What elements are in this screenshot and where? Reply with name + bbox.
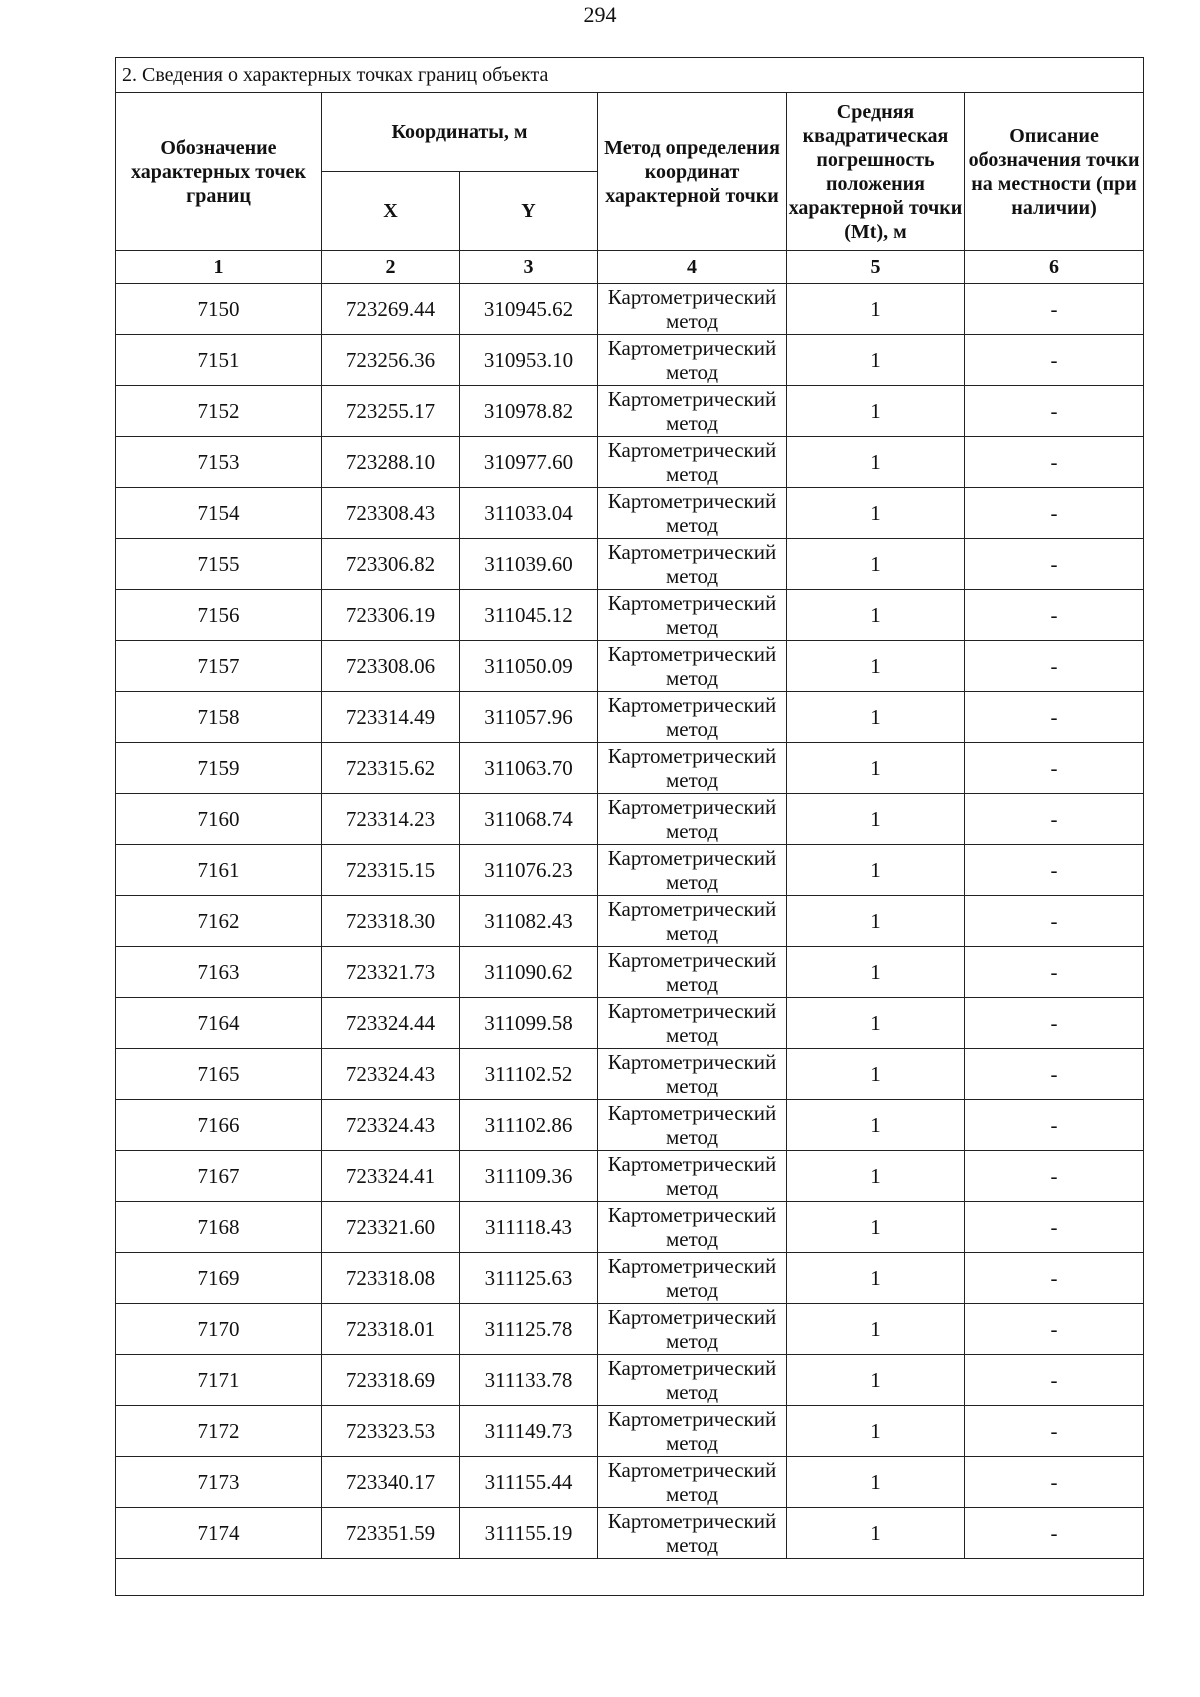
method-cell: Картометрический метод [598, 488, 787, 539]
mean-square-error-cell: 1 [787, 1049, 965, 1100]
point-description-cell: - [965, 539, 1144, 590]
mean-square-error-cell: 1 [787, 641, 965, 692]
header-coordinates: Координаты, м [322, 93, 598, 172]
method-cell: Картометрический метод [598, 284, 787, 335]
x-coordinate-cell: 723323.53 [322, 1406, 460, 1457]
mean-square-error-cell: 1 [787, 1457, 965, 1508]
point-id-cell: 7158 [116, 692, 322, 743]
point-id-cell: 7157 [116, 641, 322, 692]
x-coordinate-cell: 723306.19 [322, 590, 460, 641]
mean-square-error-cell: 1 [787, 692, 965, 743]
point-description-cell: - [965, 1304, 1144, 1355]
mean-square-error-cell: 1 [787, 896, 965, 947]
method-cell: Картометрический метод [598, 335, 787, 386]
y-coordinate-cell: 310945.62 [460, 284, 598, 335]
mean-square-error-cell: 1 [787, 743, 965, 794]
x-coordinate-cell: 723351.59 [322, 1508, 460, 1559]
mean-square-error-cell: 1 [787, 1406, 965, 1457]
x-coordinate-cell: 723318.01 [322, 1304, 460, 1355]
x-coordinate-cell: 723306.82 [322, 539, 460, 590]
table-row [116, 692, 1144, 743]
point-description-cell: - [965, 1151, 1144, 1202]
x-coordinate-cell: 723308.43 [322, 488, 460, 539]
y-coordinate-cell: 311090.62 [460, 947, 598, 998]
section-title: 2. Сведения о характерных точках границ объекта [116, 58, 1144, 93]
point-description-cell: - [965, 1406, 1144, 1457]
empty-footer-cell [116, 1559, 1144, 1596]
method-cell: Картометрический метод [598, 947, 787, 998]
y-coordinate-cell: 310978.82 [460, 386, 598, 437]
method-cell: Картометрический метод [598, 998, 787, 1049]
y-coordinate-cell: 311099.58 [460, 998, 598, 1049]
point-description-cell: - [965, 1508, 1144, 1559]
column-number: 1 [116, 251, 322, 284]
table-row [116, 284, 1144, 335]
y-coordinate-cell: 311063.70 [460, 743, 598, 794]
mean-square-error-cell: 1 [787, 1151, 965, 1202]
table-row [116, 845, 1144, 896]
mean-square-error-cell: 1 [787, 488, 965, 539]
point-description-cell: - [965, 1202, 1144, 1253]
mean-square-error-cell: 1 [787, 437, 965, 488]
method-cell: Картометрический метод [598, 1406, 787, 1457]
column-number: 5 [787, 251, 965, 284]
mean-square-error-cell: 1 [787, 1202, 965, 1253]
header-x: X [322, 172, 460, 251]
point-id-cell: 7163 [116, 947, 322, 998]
method-cell: Картометрический метод [598, 743, 787, 794]
y-coordinate-cell: 310953.10 [460, 335, 598, 386]
header-row [116, 93, 1144, 172]
method-cell: Картометрический метод [598, 437, 787, 488]
method-cell: Картометрический метод [598, 1355, 787, 1406]
point-description-cell: - [965, 1457, 1144, 1508]
table-row [116, 437, 1144, 488]
method-cell: Картометрический метод [598, 641, 787, 692]
point-description-cell: - [965, 641, 1144, 692]
x-coordinate-cell: 723318.69 [322, 1355, 460, 1406]
y-coordinate-cell: 311155.44 [460, 1457, 598, 1508]
x-coordinate-cell: 723314.49 [322, 692, 460, 743]
x-coordinate-cell: 723324.41 [322, 1151, 460, 1202]
y-coordinate-cell: 311133.78 [460, 1355, 598, 1406]
section-title-row [116, 58, 1144, 93]
point-id-cell: 7152 [116, 386, 322, 437]
point-description-cell: - [965, 1100, 1144, 1151]
x-coordinate-cell: 723324.43 [322, 1049, 460, 1100]
point-id-cell: 7170 [116, 1304, 322, 1355]
mean-square-error-cell: 1 [787, 1100, 965, 1151]
method-cell: Картометрический метод [598, 1151, 787, 1202]
table-row [116, 1100, 1144, 1151]
point-id-cell: 7162 [116, 896, 322, 947]
method-cell: Картометрический метод [598, 386, 787, 437]
y-coordinate-cell: 311033.04 [460, 488, 598, 539]
y-coordinate-cell: 311045.12 [460, 590, 598, 641]
table-row [116, 998, 1144, 1049]
point-id-cell: 7169 [116, 1253, 322, 1304]
point-description-cell: - [965, 386, 1144, 437]
method-cell: Картометрический метод [598, 1457, 787, 1508]
point-id-cell: 7168 [116, 1202, 322, 1253]
header-method: Метод определения координат характерной точки [598, 93, 787, 251]
method-cell: Картометрический метод [598, 1253, 787, 1304]
column-number: 2 [322, 251, 460, 284]
boundary-points-table [115, 57, 1144, 1596]
column-number: 3 [460, 251, 598, 284]
mean-square-error-cell: 1 [787, 1355, 965, 1406]
table-row [116, 1355, 1144, 1406]
column-number-row [116, 251, 1144, 284]
mean-square-error-cell: 1 [787, 794, 965, 845]
x-coordinate-cell: 723318.30 [322, 896, 460, 947]
y-coordinate-cell: 311109.36 [460, 1151, 598, 1202]
table-row [116, 488, 1144, 539]
point-id-cell: 7165 [116, 1049, 322, 1100]
point-description-cell: - [965, 1253, 1144, 1304]
x-coordinate-cell: 723288.10 [322, 437, 460, 488]
mean-square-error-cell: 1 [787, 539, 965, 590]
x-coordinate-cell: 723321.60 [322, 1202, 460, 1253]
table-row [116, 1202, 1144, 1253]
table-row [116, 1508, 1144, 1559]
mean-square-error-cell: 1 [787, 386, 965, 437]
mean-square-error-cell: 1 [787, 335, 965, 386]
table-row [116, 896, 1144, 947]
x-coordinate-cell: 723324.44 [322, 998, 460, 1049]
y-coordinate-cell: 311050.09 [460, 641, 598, 692]
point-id-cell: 7150 [116, 284, 322, 335]
method-cell: Картометрический метод [598, 692, 787, 743]
point-id-cell: 7151 [116, 335, 322, 386]
header-point-description: Описание обозначения точки на местности (при наличии) [965, 93, 1144, 251]
x-coordinate-cell: 723255.17 [322, 386, 460, 437]
header-mean-square-error: Средняя квадратическая погрешность положения характерной точки (Mt), м [787, 93, 965, 251]
point-id-cell: 7155 [116, 539, 322, 590]
y-coordinate-cell: 311118.43 [460, 1202, 598, 1253]
method-cell: Картометрический метод [598, 1202, 787, 1253]
point-id-cell: 7164 [116, 998, 322, 1049]
method-cell: Картометрический метод [598, 1508, 787, 1559]
point-id-cell: 7156 [116, 590, 322, 641]
x-coordinate-cell: 723321.73 [322, 947, 460, 998]
point-description-cell: - [965, 845, 1144, 896]
mean-square-error-cell: 1 [787, 590, 965, 641]
y-coordinate-cell: 311039.60 [460, 539, 598, 590]
x-coordinate-cell: 723324.43 [322, 1100, 460, 1151]
x-coordinate-cell: 723315.15 [322, 845, 460, 896]
method-cell: Картометрический метод [598, 539, 787, 590]
column-number: 4 [598, 251, 787, 284]
x-coordinate-cell: 723318.08 [322, 1253, 460, 1304]
mean-square-error-cell: 1 [787, 284, 965, 335]
method-cell: Картометрический метод [598, 794, 787, 845]
table-row [116, 335, 1144, 386]
method-cell: Картометрический метод [598, 1100, 787, 1151]
x-coordinate-cell: 723315.62 [322, 743, 460, 794]
table-row [116, 1406, 1144, 1457]
method-cell: Картометрический метод [598, 590, 787, 641]
y-coordinate-cell: 311076.23 [460, 845, 598, 896]
point-description-cell: - [965, 998, 1144, 1049]
point-description-cell: - [965, 335, 1144, 386]
mean-square-error-cell: 1 [787, 1508, 965, 1559]
point-id-cell: 7167 [116, 1151, 322, 1202]
mean-square-error-cell: 1 [787, 947, 965, 998]
point-id-cell: 7173 [116, 1457, 322, 1508]
point-id-cell: 7166 [116, 1100, 322, 1151]
point-id-cell: 7154 [116, 488, 322, 539]
column-number: 6 [965, 251, 1144, 284]
mean-square-error-cell: 1 [787, 1304, 965, 1355]
point-id-cell: 7171 [116, 1355, 322, 1406]
table-row [116, 539, 1144, 590]
point-description-cell: - [965, 1355, 1144, 1406]
y-coordinate-cell: 311057.96 [460, 692, 598, 743]
y-coordinate-cell: 311082.43 [460, 896, 598, 947]
point-description-cell: - [965, 743, 1144, 794]
table-row [116, 794, 1144, 845]
mean-square-error-cell: 1 [787, 845, 965, 896]
x-coordinate-cell: 723256.36 [322, 335, 460, 386]
y-coordinate-cell: 311125.78 [460, 1304, 598, 1355]
empty-footer-row [116, 1559, 1144, 1596]
y-coordinate-cell: 311155.19 [460, 1508, 598, 1559]
method-cell: Картометрический метод [598, 1304, 787, 1355]
table-row [116, 1049, 1144, 1100]
table-row [116, 1304, 1144, 1355]
point-id-cell: 7153 [116, 437, 322, 488]
point-description-cell: - [965, 794, 1144, 845]
point-description-cell: - [965, 284, 1144, 335]
x-coordinate-cell: 723340.17 [322, 1457, 460, 1508]
point-id-cell: 7172 [116, 1406, 322, 1457]
table-row [116, 1151, 1144, 1202]
point-description-cell: - [965, 437, 1144, 488]
point-id-cell: 7159 [116, 743, 322, 794]
table-row [116, 1457, 1144, 1508]
table-row [116, 743, 1144, 794]
point-description-cell: - [965, 488, 1144, 539]
method-cell: Картометрический метод [598, 896, 787, 947]
point-description-cell: - [965, 896, 1144, 947]
y-coordinate-cell: 311149.73 [460, 1406, 598, 1457]
header-point-designation: Обозначение характерных точек границ [116, 93, 322, 251]
point-id-cell: 7160 [116, 794, 322, 845]
table-row [116, 1253, 1144, 1304]
method-cell: Картометрический метод [598, 845, 787, 896]
x-coordinate-cell: 723308.06 [322, 641, 460, 692]
table-row [116, 641, 1144, 692]
page-number: 294 [583, 2, 617, 27]
table-row [116, 947, 1144, 998]
y-coordinate-cell: 311102.52 [460, 1049, 598, 1100]
y-coordinate-cell: 310977.60 [460, 437, 598, 488]
header-y: Y [460, 172, 598, 251]
y-coordinate-cell: 311125.63 [460, 1253, 598, 1304]
mean-square-error-cell: 1 [787, 998, 965, 1049]
point-id-cell: 7174 [116, 1508, 322, 1559]
point-description-cell: - [965, 1049, 1144, 1100]
table-row [116, 386, 1144, 437]
point-description-cell: - [965, 590, 1144, 641]
point-id-cell: 7161 [116, 845, 322, 896]
x-coordinate-cell: 723314.23 [322, 794, 460, 845]
y-coordinate-cell: 311102.86 [460, 1100, 598, 1151]
table-row [116, 590, 1144, 641]
method-cell: Картометрический метод [598, 1049, 787, 1100]
point-description-cell: - [965, 692, 1144, 743]
x-coordinate-cell: 723269.44 [322, 284, 460, 335]
point-description-cell: - [965, 947, 1144, 998]
y-coordinate-cell: 311068.74 [460, 794, 598, 845]
mean-square-error-cell: 1 [787, 1253, 965, 1304]
